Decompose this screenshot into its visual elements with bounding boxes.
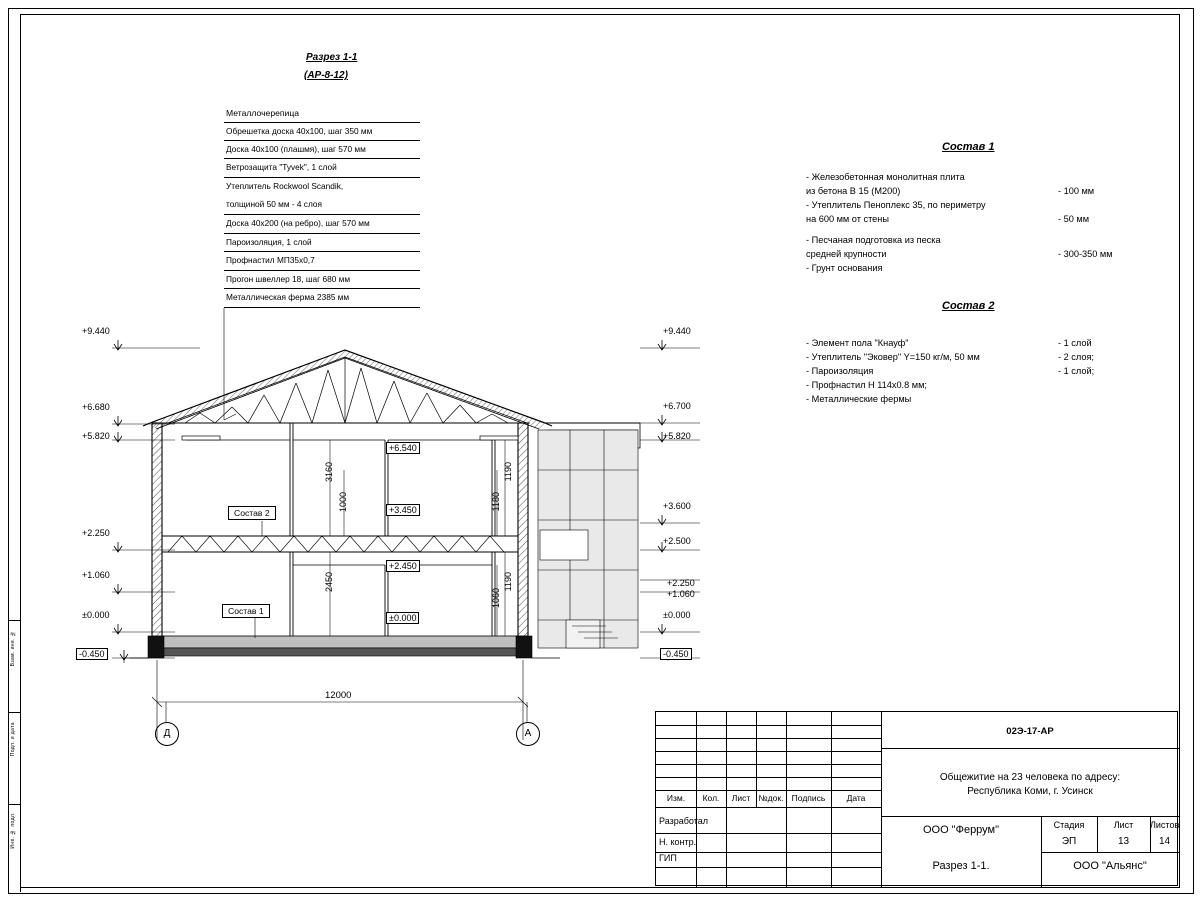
spec-row-2: Ветрозащита "Tyvek", 1 слой	[226, 162, 337, 173]
comp1-value-3: - 50 мм	[1058, 214, 1090, 224]
level-boxed-3: ±0.000	[386, 612, 419, 624]
client-company: ООО "Альянс"	[1073, 860, 1147, 872]
comp2-line-1: - Утеплитель "Эковер" Y=150 кг/м, 50 мм	[806, 352, 980, 362]
level-left-2: +5.820	[82, 431, 110, 441]
callout-sostav-1: Состав 1	[222, 604, 270, 618]
stage-value: ЭП	[1061, 836, 1077, 847]
comp1-line-3: на 600 мм от стены	[806, 214, 889, 224]
stage-header: Стадия	[1053, 820, 1085, 830]
title-block	[655, 711, 1178, 886]
level-right-6: +1.060	[667, 589, 695, 599]
project-code: 02Э-17-АР	[1006, 726, 1054, 737]
strip-text-0: Взам. инв. №	[10, 630, 16, 667]
level-boxed-1: +3.450	[386, 504, 420, 516]
level-left-6: -0.450	[76, 648, 108, 660]
level-right-1: +6.700	[663, 401, 691, 411]
comp2-line-3: - Профнастил Н 114х0.8 мм;	[806, 380, 927, 390]
axis-marker-right: А	[516, 722, 540, 746]
spec-row-3: Утеплитель Rockwool Scandik,	[226, 180, 344, 191]
level-left-3: +2.250	[82, 528, 110, 538]
roof-spec-header: Металлочерепица	[226, 108, 300, 118]
strip-text-2: Инв. № подл.	[10, 812, 16, 849]
composition-1-title: Состав 1	[942, 141, 995, 153]
comp2-value-0: - 1 слой	[1058, 338, 1092, 348]
col-header-kol: Кол.	[702, 793, 720, 803]
col-header-podpis: Подпись	[791, 793, 826, 803]
designer-company: ООО "Феррум"	[922, 824, 1000, 836]
role-developer: Разработал	[659, 816, 708, 826]
vdim-3160: 3160	[324, 462, 334, 483]
sheet-header: Лист	[1113, 820, 1134, 830]
vdim-1000: 1000	[338, 492, 348, 513]
section-title: Разрез 1-1	[306, 52, 358, 63]
level-left-4: +1.060	[82, 570, 110, 580]
comp2-value-1: - 2 слоя;	[1058, 352, 1094, 362]
role-gip: ГИП	[659, 853, 677, 863]
level-right-7: ±0.000	[663, 610, 691, 620]
spec-row-7: Профнастил МП35х0,7	[226, 255, 315, 266]
col-header-list: Лист	[731, 793, 751, 803]
comp2-value-2: - 1 слой;	[1058, 366, 1095, 376]
level-right-8: -0.450	[660, 648, 692, 660]
level-right-5: +2.250	[667, 578, 695, 588]
level-right-4: +2.500	[663, 536, 691, 546]
comp1-line-5: средней крупности	[806, 249, 887, 259]
level-left-5: ±0.000	[82, 610, 110, 620]
comp2-line-0: - Элемент пола "Кнауф"	[806, 338, 909, 348]
role-inspector: Н. контр.	[659, 837, 697, 847]
level-left-1: +6.680	[82, 402, 110, 412]
strip-text-1: Подп. и дата	[10, 722, 16, 757]
axis-marker-left: Д	[155, 722, 179, 746]
comp1-line-2: - Утеплитель Пеноплекс 35, по периметру	[806, 200, 986, 210]
vdim-1190-lower: 1190	[503, 572, 513, 592]
spec-row-1: Доска 40х100 (плашмя), шаг 570 мм	[226, 143, 366, 154]
col-header-data: Дата	[846, 793, 866, 803]
callout-sostav-2: Состав 2	[228, 506, 276, 520]
level-right-3: +3.600	[663, 501, 691, 511]
sheet-name: Разрез 1-1.	[932, 860, 990, 872]
spec-row-8: Прогон швеллер 18, шаг 680 мм	[226, 273, 351, 284]
object-line-1: Общежитие на 23 человека по адресу:	[939, 772, 1121, 783]
level-boxed-2: +2.450	[386, 560, 420, 572]
vdim-1060: 1060	[491, 588, 501, 609]
comp1-line-6: - Грунт основания	[806, 263, 883, 273]
sheets-header: Листов	[1150, 820, 1180, 830]
spec-row-6: Пароизоляция, 1 слой	[226, 236, 312, 247]
comp1-value-5: - 300-350 мм	[1058, 249, 1113, 259]
object-line-2: Республика Коми, г. Усинск	[967, 786, 1093, 797]
sheet-value: 13	[1117, 836, 1130, 847]
spec-row-0: Обрешетка доска 40х100, шаг 350 мм	[226, 126, 373, 136]
vdim-1180: 1180	[491, 492, 501, 512]
overall-dimension: 12000	[325, 690, 352, 701]
spec-row-4: толщиной 50 мм - 4 слоя	[226, 199, 323, 210]
comp1-line-0: - Железобетонная монолитная плита	[806, 172, 965, 182]
spec-row-5: Доска 40х200 (на ребро), шаг 570 мм	[226, 218, 370, 228]
level-left-0: +9.440	[82, 326, 110, 336]
sheets-value: 14	[1158, 836, 1171, 847]
section-reference: (АР-8-12)	[304, 70, 348, 81]
composition-2-title: Состав 2	[942, 300, 995, 312]
level-right-0: +9.440	[663, 326, 691, 336]
comp2-line-4: - Металлические фермы	[806, 394, 912, 404]
vdim-1190-upper: 1190	[503, 462, 513, 482]
comp1-value-1: - 100 мм	[1058, 186, 1095, 196]
col-header-izm: Изм.	[666, 793, 686, 803]
comp1-line-4: - Песчаная подготовка из песка	[806, 235, 941, 245]
vdim-2450: 2450	[324, 572, 334, 593]
comp1-line-1: из бетона В 15 (М200)	[806, 186, 901, 196]
level-right-2: +5.820	[663, 431, 691, 441]
spec-row-9: Металлическая ферма 2385 мм	[226, 292, 350, 303]
col-header-ndok: №док.	[758, 793, 784, 803]
comp2-line-2: - Пароизоляция	[806, 366, 874, 376]
level-boxed-0: +6.540	[386, 442, 420, 454]
